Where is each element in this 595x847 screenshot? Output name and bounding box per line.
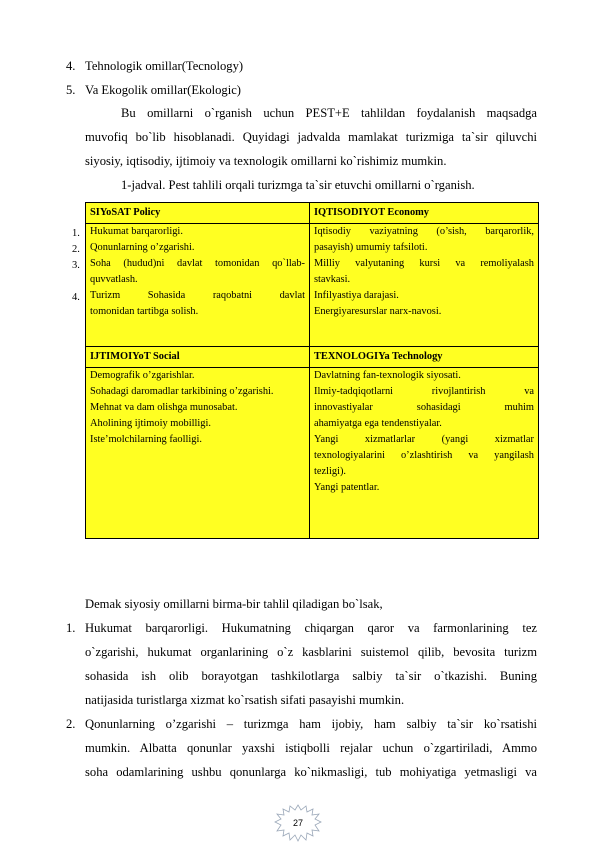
table-list-number: 2. bbox=[72, 244, 80, 255]
cell-line: Ilmiy-tadqiqotlarni rivojlantirish va bbox=[314, 386, 534, 397]
cell-line: Demografik o’zgarishlar. bbox=[90, 370, 195, 381]
list-number: 2. bbox=[66, 717, 76, 731]
cell-economy bbox=[310, 224, 539, 347]
cell-line: Yangi xizmatlarlar (yangi xizmatlar bbox=[314, 434, 534, 445]
cell-line: Aholining ijtimoiy mobilligi. bbox=[90, 418, 211, 429]
cell-line: quvvatlash. bbox=[90, 274, 138, 285]
cell-line: Iqtisodiy vaziyatning (o’sish, barqarorlik, bbox=[314, 226, 534, 237]
cell-line: stavkasi. bbox=[314, 274, 351, 285]
header-economy: IQTISODIYOT Economy bbox=[310, 203, 539, 224]
list-item-line: Hukumat barqarorligi. Hukumatning chiqargan qaror va farmonlarining tez bbox=[85, 621, 537, 635]
header-political: SIYoSAT Policy bbox=[86, 203, 310, 224]
list-number: 5. bbox=[66, 83, 76, 97]
paragraph-line: Demak siyosiy omillarni birma-bir tahlil qiladigan bo`lsak, bbox=[85, 597, 383, 611]
table-list-number: 1. bbox=[72, 228, 80, 239]
cell-line: Energiyaresurslar narx-navosi. bbox=[314, 306, 442, 317]
cell-line: Davlatning fan-texnologik siyosati. bbox=[314, 370, 461, 381]
list-item-line: natijasida turistlarga xizmat ko`rsatish sifati pasayishi mumkin. bbox=[85, 693, 405, 707]
cell-line: ahamiyatga ega tendenstiyalar. bbox=[314, 418, 442, 429]
cell-line: tomonidan tartibga solish. bbox=[90, 306, 199, 317]
header-social: IJTIMOIYoT Social bbox=[86, 347, 310, 368]
paragraph-line: siyosiy, iqtisodiy, ijtimoiy va texnologik omillarni ko`rishimiz mumkin. bbox=[85, 154, 447, 168]
cell-line: Milliy valyutaning kursi va remoliyalash bbox=[314, 258, 534, 269]
cell-line: Qonunlarning o’zgarishi. bbox=[90, 242, 195, 253]
cell-line: pasayish) umumiy tafsiloti. bbox=[314, 242, 428, 253]
list-item-line: Qonunlarning o’zgarishi – turizmga ham ijobiy, ham salbiy ta`sir ko`rsatishi bbox=[85, 717, 537, 731]
table-caption: 1-jadval. Pest tahlili orqali turizmga ta`sir etuvchi omillarni o`rganish. bbox=[121, 178, 475, 192]
cell-line: innovastiyalar sohasidagi muhim bbox=[314, 402, 534, 413]
cell-technology bbox=[310, 368, 539, 539]
cell-line: Yangi patentlar. bbox=[314, 482, 380, 493]
cell-line: Hukumat barqarorligi. bbox=[90, 226, 183, 237]
list-item-line: soha odamlarining ushbu qonunlarga ko`nikmasligi, tub mohiyatiga yetmasligi va bbox=[85, 765, 537, 779]
cell-line: Turizm Sohasida raqobatni davlat bbox=[90, 290, 305, 301]
page-number: 27 bbox=[292, 818, 304, 828]
list-number: 4. bbox=[66, 59, 76, 73]
cell-line: texnologiyalarini o’zlashtirish va yangilash bbox=[314, 450, 534, 461]
table-list-number: 4. bbox=[72, 292, 80, 303]
cell-line: Iste’molchilarning faolligi. bbox=[90, 434, 202, 445]
table-list-number: 3. bbox=[72, 260, 80, 271]
list-item-text: Va Ekogolik omillar(Ekologic) bbox=[85, 83, 241, 97]
list-item-line: sohasida ish olib borayotgan tashkilotlarga salbiy ta`sir o`tkazishi. Buning bbox=[85, 669, 537, 683]
list-item-text: Tehnologik omillar(Tecnology) bbox=[85, 59, 244, 73]
cell-line: Mehnat va dam olishga munosabat. bbox=[90, 402, 238, 413]
paragraph-line: muvofiq bo`lib hisoblanadi. Quyidagi jadvalda mamlakat turizmiga ta`sir qiluvchi bbox=[85, 130, 537, 144]
paragraph-line: Bu omillarni o`rganish uchun PEST+E tahlildan foydalanish maqsadga bbox=[121, 106, 537, 120]
pest-table bbox=[85, 202, 539, 539]
cell-line: Soha (hudud)ni davlat tomonidan qo`llab- bbox=[90, 258, 305, 269]
cell-line: Sohadagi daromadlar tarkibining o’zgarishi. bbox=[90, 386, 274, 397]
list-item-line: mumkin. Albatta qonunlar yaxshi istiqbolli rejalar uchun o`zgartiriladi, Ammo bbox=[85, 741, 537, 755]
cell-line: tezligi). bbox=[314, 466, 347, 477]
list-item-line: o`zgarishi, hukumat organlarining o`z kasblarini suistemol qilib, bevosita turizm bbox=[85, 645, 537, 659]
header-technology: TEXNOLOGIYa Technology bbox=[310, 347, 539, 368]
list-number: 1. bbox=[66, 621, 76, 635]
page-number-seal bbox=[274, 804, 322, 842]
starburst-icon bbox=[274, 804, 322, 842]
cell-political bbox=[86, 224, 310, 347]
cell-social bbox=[86, 368, 310, 539]
cell-line: Infilyastiya darajasi. bbox=[314, 290, 399, 301]
